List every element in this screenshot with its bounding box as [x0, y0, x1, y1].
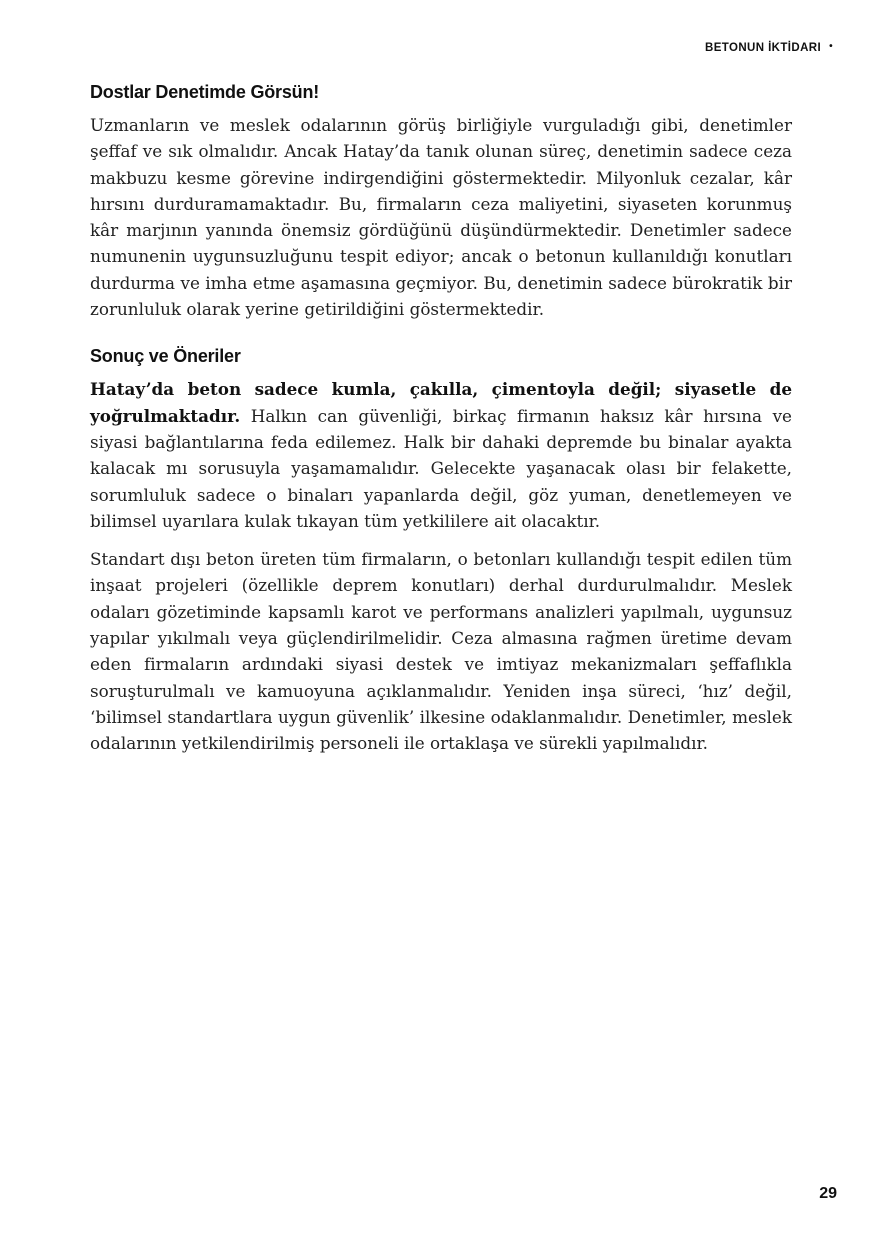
- section-heading-denetim: Dostlar Denetimde Görsün!: [90, 82, 320, 102]
- page-content: [90, 82, 792, 769]
- paragraph-denetim: Uzmanların ve meslek odalarının görüş birliğiyle vurguladığı gibi, denetimler şeffaf ve sık olmalıdır. Ancak Hatay’da tanık olunan süreç, denetimin sadece ceza makbuzu kesme görevine indirgendiğini göstermektedir. Milyonluk cezalar, kâr hırsını durduramamaktadır. Bu, firmaların ceza maliyetini, siyaseten korunmuş kâr marjının yanında önemsiz gördüğünü düşündürmektedir. Denetimler sadece numunenin uygunsuzluğunu tespit ediyor; ancak o betonun kullanıldığı konutları durdurma ve imha etme aşamasına geçmiyor. Bu, denetimin sadece bürokratik bir zorunluluk olarak yerine getirildiğini göstermektedir.: [90, 115, 792, 320]
- paragraph-sonuc-1-rest: Halkın can güvenliği, birkaç firmanın haksız kâr hırsına ve siyasi bağlantılarına feda edilemez. Halk bir dahaki depremde bu binalar ayakta kalacak mı sorusuyla yaşamamalıdır. Gelecekte yaşanacak olası bir felakette, sorumluluk sadece o binaları yapanlarda değil, göz yuman, denetlemeyen ve bilimsel uyarılara kulak tıkayan tüm yetkililere ait olacaktır.: [90, 405, 792, 531]
- section-heading-sonuc: Sonuç ve Öneriler: [90, 346, 241, 367]
- header-bullet-icon: •: [829, 41, 833, 52]
- page-number: 29: [819, 1185, 837, 1202]
- paragraph-lead-bold: Hatay’da beton sadece kumla, çakılla, çimentoyla değil; siyasetle de yoğrulmaktadır.: [90, 379, 792, 426]
- running-header: [705, 42, 833, 54]
- running-header-title: BETONUN İKTİDARI: [705, 42, 822, 54]
- paragraph-sonuc-1: [90, 376, 792, 534]
- paragraph-sonuc-2: Standart dışı beton üreten tüm firmaların, o betonları kullandığı tespit edilen tüm inşaat projeleri (özellikle deprem konutları) derhal durdurulmalıdır. Meslek odaları gözetiminde kapsamlı karot ve performans analizleri yapılmalı, uygunsuz yapılar yıkılmalı veya güçlendirilmelidir. Ceza almasına rağmen üretime devam eden firmaların ardındaki siyasi destek ve imtiyaz mekanizmaları şeffaflıkla soruşturulmalı ve kamuoyuna açıklanmalıdır. Yeniden inşa süreci, ‘hız’ değil, ‘bilimsel standartlara uygun güvenlik’ ilkesine odaklanmalıdır. Denetimler, meslek odalarının yetkilendirilmiş personeli ile ortaklaşa ve sürekli yapılmalıdır.: [90, 549, 792, 754]
